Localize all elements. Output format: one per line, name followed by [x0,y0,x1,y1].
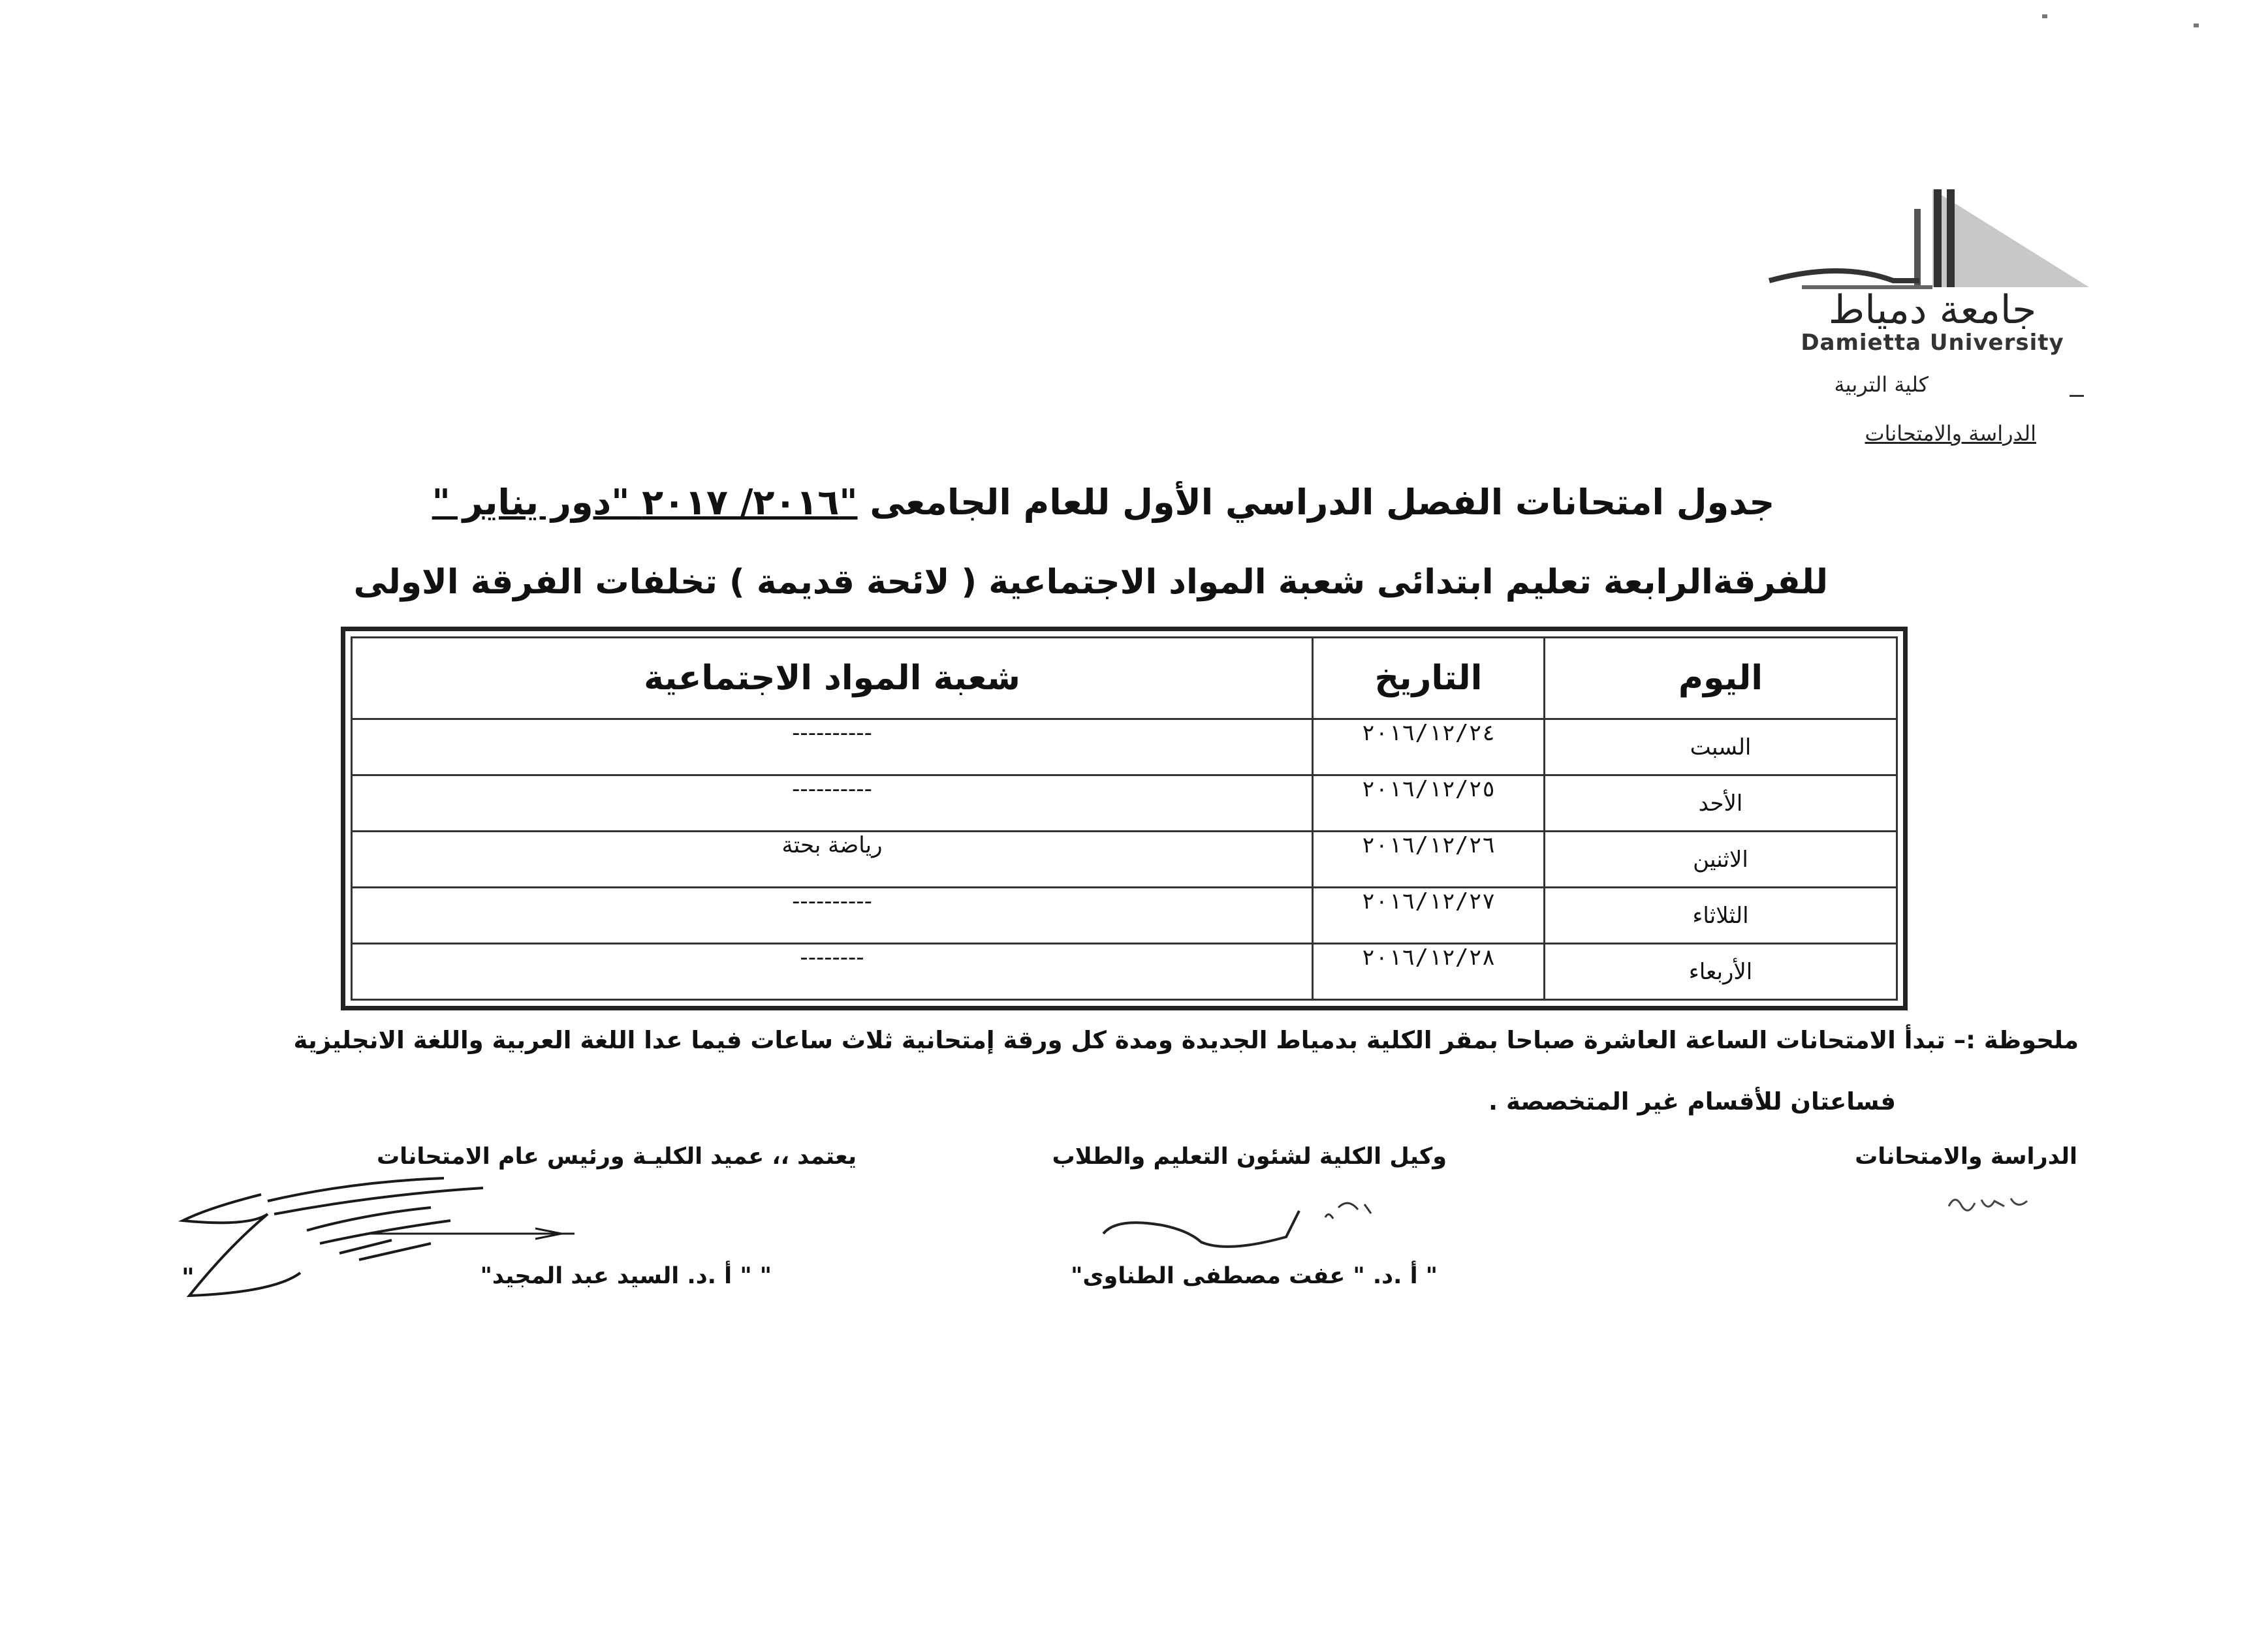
dean-signature [170,1168,588,1312]
cell-subject: ---------- [352,888,1313,944]
table-row [352,719,1897,775]
document-subtitle: للفرقةالرابعة تعليم ابتدائى شعبة المواد الاجتماعية ( لائحة قديمة ) تخلفات الفرقة الاولى [353,563,1828,602]
department-name: الدراسة والامتحانات [1865,421,2036,446]
table-row [352,775,1897,832]
scan-mark [2194,23,2199,27]
cell-day: السبت [1545,719,1897,775]
vice-dean-name: " أ .د. " عفت مصطفى الطناوى" [1071,1263,1438,1289]
note-line-2: فساعتان للأقسام غير المتخصصة . [1488,1087,1896,1116]
cell-subject: رياضة بحتة [352,832,1313,888]
cell-date: ٢٠١٦/١٢/٢٦ [1313,832,1545,888]
cell-subject: -------- [352,944,1313,1000]
cell-subject: ---------- [352,719,1313,775]
logo-english-text: Damietta University [1801,330,2064,356]
signature-label-vice-dean: وكيل الكلية لشئون التعليم والطلاب [1052,1144,1447,1170]
signature-label-dean: يعتمد ،، عميد الكليـة ورئيس عام الامتحانات [376,1144,857,1170]
title-year: "٢٠١٦/ ٢٠١٧ "دور يناير " [432,482,858,523]
logo-arabic-text: جامعة دمياط [1828,287,2037,333]
table-row [352,944,1897,1000]
cell-day: الأحد [1545,775,1897,832]
table-row [352,832,1897,888]
cell-day: الثلاثاء [1545,888,1897,944]
cell-date: ٢٠١٦/١٢/٢٧ [1313,888,1545,944]
cell-date: ٢٠١٦/١٢/٢٨ [1313,944,1545,1000]
document-title [405,482,1802,523]
header-date: التاريخ [1313,638,1545,719]
cell-date: ٢٠١٦/١٢/٢٥ [1313,775,1545,832]
vice-dean-signature [1090,1191,1391,1263]
cell-day: الاثنين [1545,832,1897,888]
cell-day: الأربعاء [1545,944,1897,1000]
header-subject: شعبة المواد الاجتماعية [352,638,1313,719]
cell-subject: ---------- [352,775,1313,832]
note-line-1: ملحوظة :– تبدأ الامتحانات الساعة العاشرة صباحا بمقر الكلية بدمياط الجديدة ومدة كل ورقة إمتحانية ثلاث ساعات فيما عدا اللغة العربية واللغة الانجليزية [293,1026,2079,1054]
scan-mark [2042,14,2047,18]
dean-trailing-quote: " [181,1263,195,1292]
studies-signature [1945,1187,2037,1219]
title-line1-text: جدول امتحانات الفصل الدراسي الأول للعام الجامعى [857,482,1775,523]
dean-name: " " أ .د. السيد عبد المجيد" [480,1263,772,1289]
cell-date: ٢٠١٦/١٢/٢٤ [1313,719,1545,775]
exam-schedule-table [341,627,1908,1010]
table-header-row [352,638,1897,719]
header-day: اليوم [1545,638,1897,719]
dash-mark [2070,395,2084,397]
faculty-name: كلية التربية [1834,372,1929,397]
signature-label-studies: الدراسة والامتحانات [1855,1144,2077,1170]
table-row [352,888,1897,944]
